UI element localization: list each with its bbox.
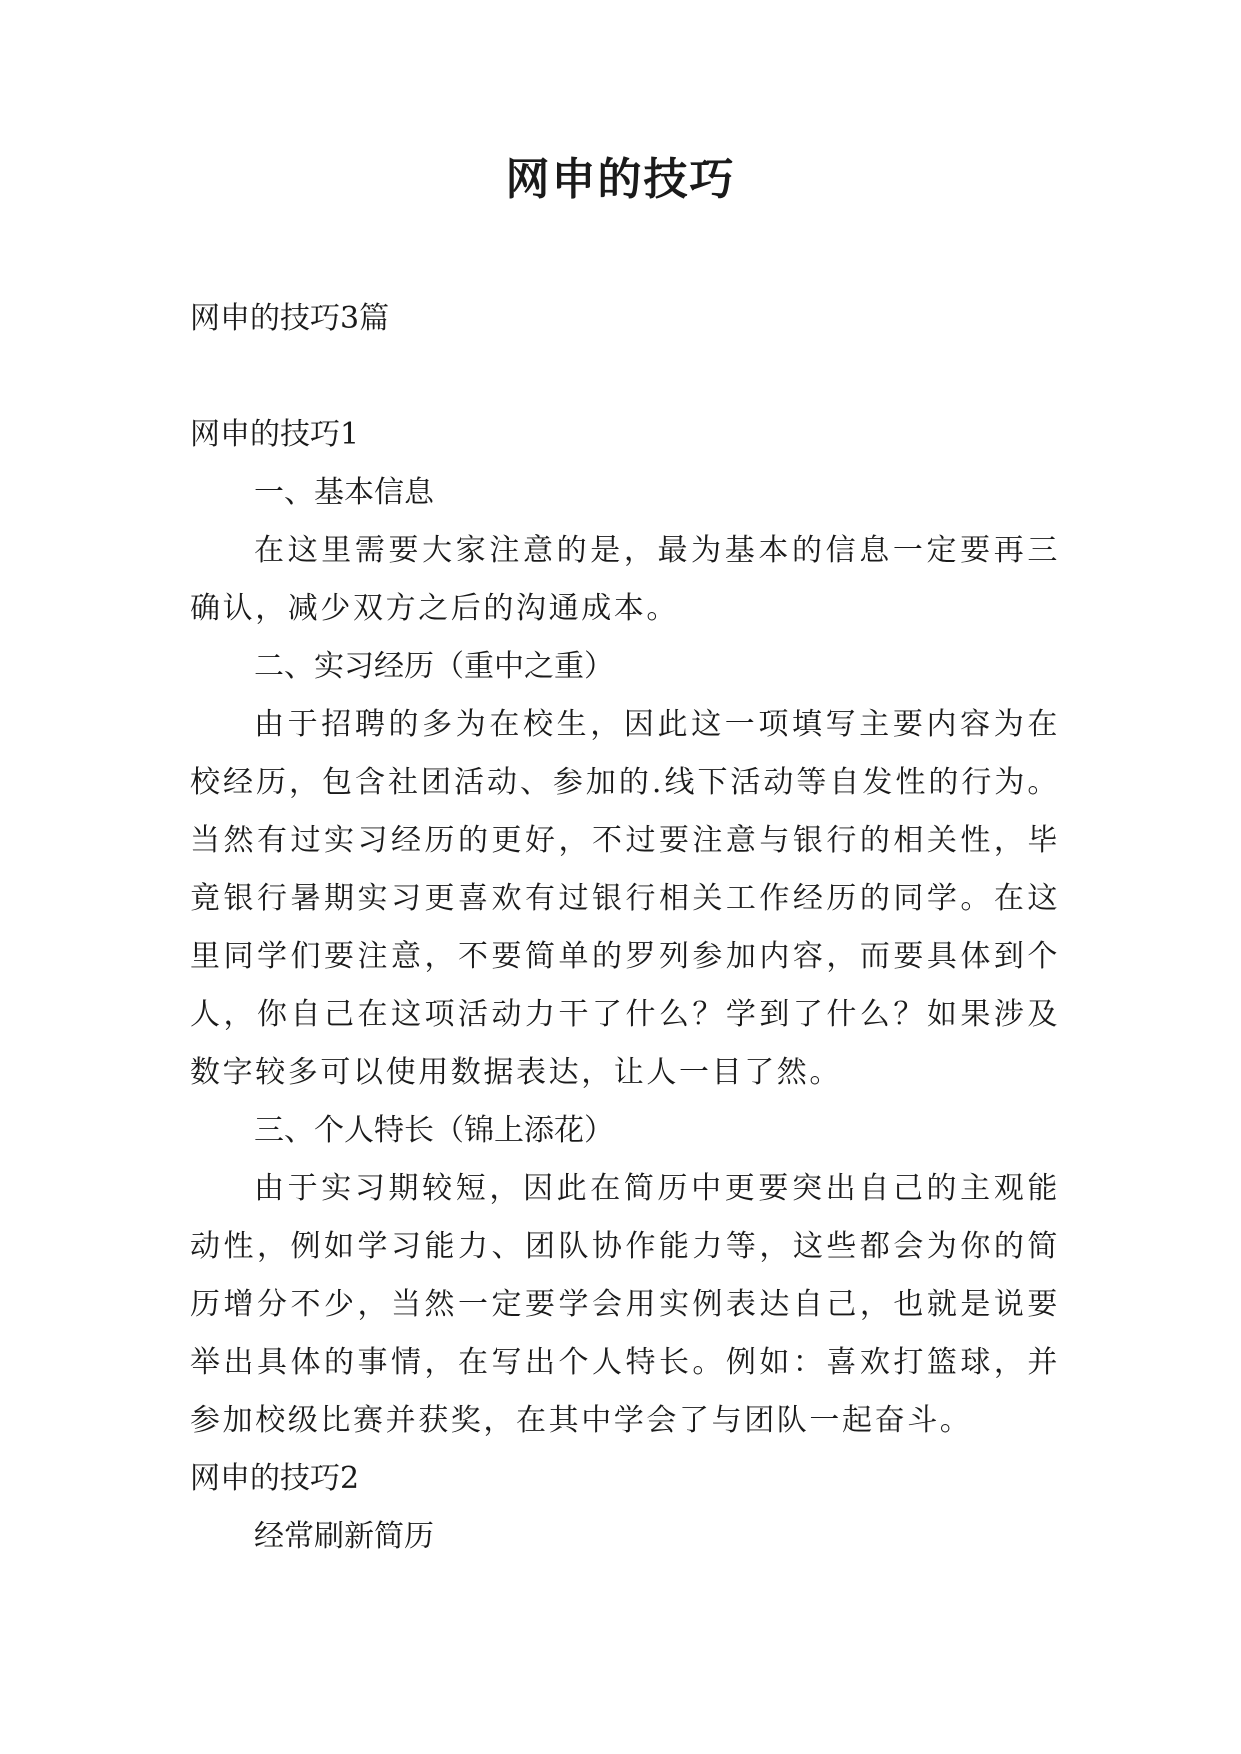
skills-paragraph: 由于实习期较短，因此在简历中更要突出自己的主观能动性，例如学习能力、团队协作能力等，这些都会为你的简历增分不少，当然一定要学会用实例表达自己，也就是说要举出具体的事情，在写出个人特长。例如：喜欢打篮球，并参加校级比赛并获奖，在其中学会了与团队一起奋斗。 <box>190 1171 1060 1438</box>
basic-info-heading: 一、基本信息 <box>254 475 434 510</box>
document-title: 网申的技巧 <box>505 154 736 205</box>
internship-paragraph: 由于招聘的多为在校生，因此这一项填写主要内容为在校经历，包含社团活动、参加的.线下活动等自发性的行为。当然有过实习经历的更好，不过要注意与银行的相关性，毕竟银行暑期实习更喜欢有过银行相关工作经历的同学。在这里同学们要注意，不要简单的罗列参加内容，而要具体到个人，你自己在这项活动力干了什么？学到了什么？如果涉及数字较多可以使用数据表达，让人一目了然。 <box>190 707 1060 1090</box>
document-subtitle: 网申的技巧3篇 <box>190 301 390 336</box>
refresh-resume-heading: 经常刷新简历 <box>254 1519 434 1554</box>
skills-heading: 三、个人特长（锦上添花） <box>254 1113 614 1148</box>
section-1-heading: 网申的技巧1 <box>190 417 360 452</box>
document-body <box>190 290 1060 1566</box>
internship-heading: 二、实习经历（重中之重） <box>254 649 614 684</box>
basic-info-paragraph: 在这里需要大家注意的是，最为基本的信息一定要再三确认，减少双方之后的沟通成本。 <box>190 533 1060 626</box>
section-2-heading: 网申的技巧2 <box>190 1461 360 1496</box>
